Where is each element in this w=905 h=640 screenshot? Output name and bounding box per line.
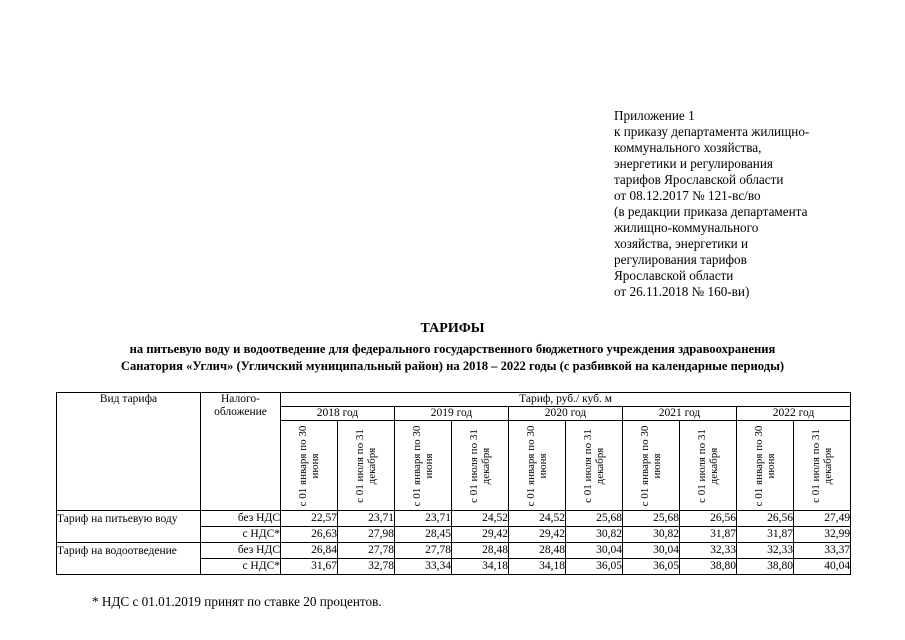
tax-cell: с НДС* xyxy=(201,527,281,543)
value-cell: 34,18 xyxy=(452,559,509,575)
tariff-table xyxy=(56,392,851,575)
appendix-line: Ярославской области xyxy=(614,268,734,283)
value-cell: 27,78 xyxy=(338,543,395,559)
value-cell: 29,42 xyxy=(452,527,509,543)
header-period-second-half: с 01 июля по 31 декабря xyxy=(566,421,623,511)
value-cell: 38,80 xyxy=(737,559,794,575)
value-cell: 32,99 xyxy=(794,527,851,543)
row-label-wastewater: Тариф на водоотведение xyxy=(57,543,201,575)
appendix-line: коммунального хозяйства, xyxy=(614,140,762,155)
value-cell: 32,33 xyxy=(680,543,737,559)
value-cell: 26,84 xyxy=(281,543,338,559)
appendix-line: регулирования тарифов xyxy=(614,252,747,267)
appendix-line: тарифов Ярославской области xyxy=(614,172,784,187)
value-cell: 27,98 xyxy=(338,527,395,543)
value-cell: 24,52 xyxy=(452,511,509,527)
table-row xyxy=(57,543,851,559)
header-year: 2018 год xyxy=(281,407,395,421)
header-period-first-half: с 01 января по 30 июня xyxy=(395,421,452,511)
header-year: 2020 год xyxy=(509,407,623,421)
value-cell: 33,34 xyxy=(395,559,452,575)
header-tariff-unit: Тариф, руб./ куб. м xyxy=(281,393,851,407)
value-cell: 27,49 xyxy=(794,511,851,527)
tax-cell: с НДС* xyxy=(201,559,281,575)
table-row xyxy=(57,511,851,527)
value-cell: 31,87 xyxy=(737,527,794,543)
tax-cell: без НДС xyxy=(201,511,281,527)
appendix-line: хозяйства, энергетики и xyxy=(614,236,749,251)
header-year: 2021 год xyxy=(623,407,737,421)
value-cell: 33,37 xyxy=(794,543,851,559)
appendix-line: жилищно-коммунального xyxy=(614,220,759,235)
value-cell: 22,57 xyxy=(281,511,338,527)
value-cell: 40,04 xyxy=(794,559,851,575)
value-cell: 28,45 xyxy=(395,527,452,543)
header-period-second-half: с 01 июля по 31 декабря xyxy=(452,421,509,511)
appendix-line: Приложение 1 xyxy=(614,108,695,123)
value-cell: 32,33 xyxy=(737,543,794,559)
header-period-first-half: с 01 января по 30 июня xyxy=(737,421,794,511)
header-period-first-half: с 01 января по 30 июня xyxy=(509,421,566,511)
appendix-line: от 26.11.2018 № 160-ви) xyxy=(614,284,750,299)
value-cell: 25,68 xyxy=(623,511,680,527)
value-cell: 26,56 xyxy=(680,511,737,527)
value-cell: 25,68 xyxy=(566,511,623,527)
document-subtitle-line-2: Санатория «Углич» (Угличский муниципальный район) на 2018 – 2022 годы (с разбивкой на календарные периоды) xyxy=(120,359,785,373)
value-cell: 30,04 xyxy=(566,543,623,559)
header-period-second-half: с 01 июля по 31 декабря xyxy=(680,421,737,511)
document-heading: ТАРИФЫ xyxy=(420,321,485,336)
appendix-line: (в редакции приказа департамента xyxy=(614,204,808,219)
row-label-water: Тариф на питьевую воду xyxy=(57,511,201,543)
value-cell: 23,71 xyxy=(395,511,452,527)
value-cell: 38,80 xyxy=(680,559,737,575)
header-year: 2022 год xyxy=(737,407,851,421)
appendix-line: к приказу департамента жилищно- xyxy=(614,124,810,139)
tax-cell: без НДС xyxy=(201,543,281,559)
value-cell: 30,82 xyxy=(566,527,623,543)
value-cell: 28,48 xyxy=(452,543,509,559)
value-cell: 34,18 xyxy=(509,559,566,575)
value-cell: 29,42 xyxy=(509,527,566,543)
value-cell: 27,78 xyxy=(395,543,452,559)
header-period-second-half: с 01 июля по 31 декабря xyxy=(794,421,851,511)
value-cell: 28,48 xyxy=(509,543,566,559)
header-taxation: Налого-обложение xyxy=(201,393,281,511)
header-period-first-half: с 01 января по 30 июня xyxy=(281,421,338,511)
value-cell: 36,05 xyxy=(623,559,680,575)
document-subtitle-line-1: на питьевую воду и водоотведение для федерального государственного бюджетного учреждения здравоохранения xyxy=(129,342,776,356)
header-period-first-half: с 01 января по 30 июня xyxy=(623,421,680,511)
header-year: 2019 год xyxy=(395,407,509,421)
value-cell: 23,71 xyxy=(338,511,395,527)
value-cell: 30,82 xyxy=(623,527,680,543)
header-period-second-half: с 01 июля по 31 декабря xyxy=(338,421,395,511)
appendix-block xyxy=(614,108,874,300)
vat-footnote: * НДС с 01.01.2019 принят по ставке 20 процентов. xyxy=(92,594,382,609)
value-cell: 31,67 xyxy=(281,559,338,575)
appendix-line: от 08.12.2017 № 121-вс/во xyxy=(614,188,761,203)
value-cell: 26,63 xyxy=(281,527,338,543)
value-cell: 26,56 xyxy=(737,511,794,527)
appendix-line: энергетики и регулирования xyxy=(614,156,773,171)
value-cell: 36,05 xyxy=(566,559,623,575)
header-tariff-kind: Вид тарифа xyxy=(57,393,201,511)
value-cell: 31,87 xyxy=(680,527,737,543)
value-cell: 24,52 xyxy=(509,511,566,527)
value-cell: 32,78 xyxy=(338,559,395,575)
value-cell: 30,04 xyxy=(623,543,680,559)
